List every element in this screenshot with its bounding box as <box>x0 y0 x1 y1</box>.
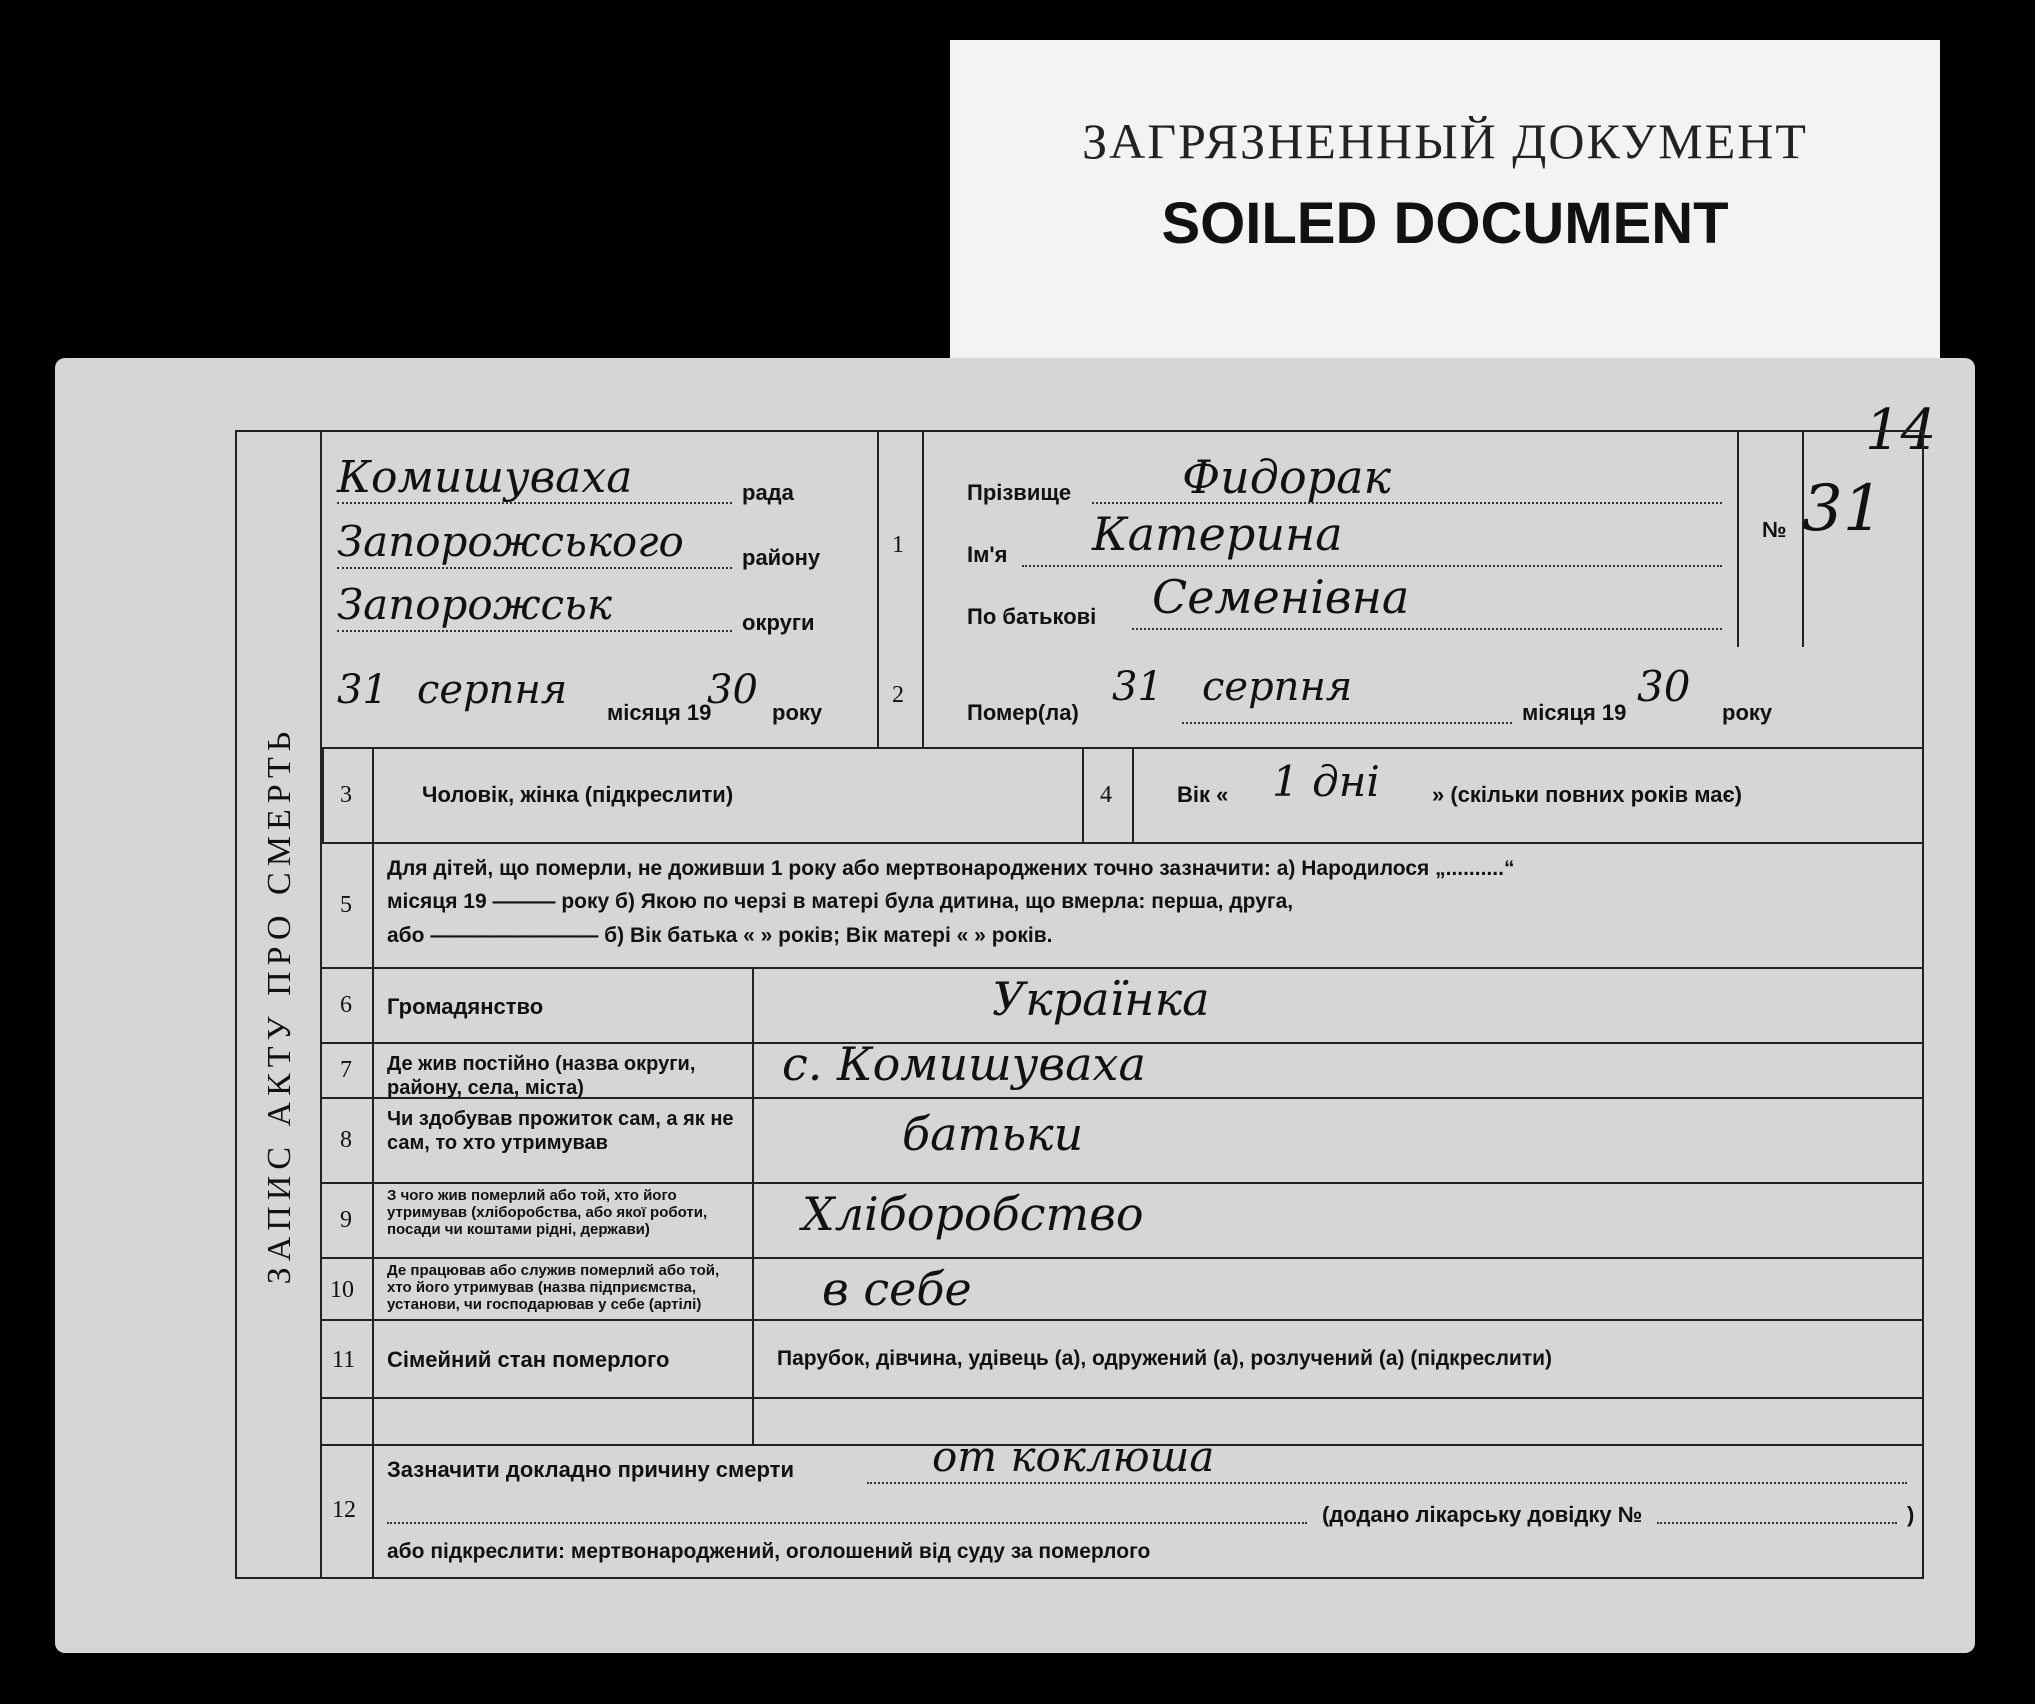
age-label-post: » (скільки повних років має) <box>1432 782 1742 807</box>
row-5-line-3: або ———————— б) Вік батька « » років; Вік матері « » років. <box>387 924 1053 947</box>
record-number-label: № <box>1762 517 1787 542</box>
died-month: серпня <box>1202 664 1353 710</box>
patronymic-value: Семенівна <box>1152 570 1410 624</box>
rada-label: рада <box>742 480 794 505</box>
row-10-value: в себе <box>822 1262 972 1316</box>
form-grid <box>320 430 1924 1579</box>
row-12-line-3: або підкреслити: мертвонароджений, оголошений від суду за померлого <box>387 1540 1151 1563</box>
side-title: ЗАПИС АКТУ ПРО СМЕРТЬ <box>260 725 298 1284</box>
died-year: 30 <box>1637 662 1691 711</box>
row-6-value: Українка <box>992 972 1210 1026</box>
row-7-number: 7 <box>340 1057 352 1083</box>
okrug-label: округи <box>742 610 815 635</box>
row-10-label: Де працював або служив померлий або той, хто його утримував (назва підприємства, установи, чи господарював у себе (артілі) <box>387 1262 720 1313</box>
row-5-line-2: місяця 19 ——— року б) Якою по черзі в матері була дитина, що вмерла: перша, друга, <box>387 890 1294 913</box>
row-3-number: 3 <box>340 782 352 808</box>
row-6-label: Громадянство <box>387 994 544 1019</box>
row-7-label: Де жив постійно (назва округи, району, села, міста) <box>387 1053 696 1099</box>
row-7-value: с. Комишуваха <box>782 1037 1146 1091</box>
sex-label: Чоловік, жінка (підкреслити) <box>422 782 734 807</box>
page-number: 14 <box>1865 398 1937 463</box>
row-12-label: Зазначити докладно причину смерти <box>387 1457 794 1482</box>
label-english: SOILED DOCUMENT <box>1161 191 1729 256</box>
row-11-value: Парубок, дівчина, удівець (а), одружений (а), розлучений (а) (підкреслити) <box>777 1347 1553 1370</box>
rada-value: Комишуваха <box>337 452 633 503</box>
raion-value: Запорожського <box>337 517 684 566</box>
surname-label: Прізвище <box>967 480 1072 505</box>
row-4-number: 4 <box>1100 782 1112 808</box>
row-1-number: 1 <box>892 532 904 558</box>
row-9-number: 9 <box>340 1207 352 1233</box>
row-5-number: 5 <box>340 892 352 918</box>
record-number-value: 31 <box>1802 472 1884 546</box>
row-5-line-1: Для дітей, що померли, не доживши 1 року або мертвонароджених точно зазначити: а) Народилося „..........“ <box>387 857 1515 880</box>
name-value: Катерина <box>1092 507 1343 561</box>
row-12-number: 12 <box>332 1497 356 1523</box>
row-12-value: от коклюша <box>932 1432 1215 1481</box>
row-8-value: батьки <box>902 1107 1084 1161</box>
registration-year-label: року <box>772 700 823 725</box>
side-title-column <box>235 430 322 1579</box>
died-month-label: місяця 19 <box>1522 700 1627 725</box>
soiled-document-label <box>950 40 1940 375</box>
name-label: Ім'я <box>967 542 1008 567</box>
age-value: 1 дні <box>1272 757 1380 806</box>
row-8-number: 8 <box>340 1127 352 1153</box>
registration-day: 31 <box>337 667 388 713</box>
row-9-label: З чого жив померлий або той, хто його утримував (хліборобства, або якої роботи, посади чи коштами рідні, держави) <box>387 1187 708 1238</box>
row-10-number: 10 <box>330 1277 354 1303</box>
row-9-value: Хліборобство <box>802 1187 1144 1241</box>
row-2-number: 2 <box>892 682 904 708</box>
registration-year: 30 <box>707 667 758 713</box>
okrug-value: Запорожськ <box>337 580 612 629</box>
row-6-number: 6 <box>340 992 352 1018</box>
age-label-pre: Вік « <box>1177 782 1229 807</box>
registration-month: серпня <box>417 667 568 713</box>
died-year-label: року <box>1722 700 1773 725</box>
row-11-number: 11 <box>332 1347 356 1373</box>
died-day: 31 <box>1112 664 1163 710</box>
label-russian: ЗАГРЯЗНЕННЫЙ ДОКУМЕНТ <box>1082 113 1808 169</box>
row-12-certificate: (додано лікарську довідку № <box>1322 1502 1643 1527</box>
row-11-label: Сімейний стан померлого <box>387 1347 670 1372</box>
died-label: Помер(ла) <box>967 700 1079 725</box>
row-12-certificate-end: ) <box>1907 1502 1915 1527</box>
patronymic-label: По батькові <box>967 604 1097 629</box>
surname-value: Фидорак <box>1182 450 1391 504</box>
raion-label: району <box>742 545 821 570</box>
registration-month-label: місяця 19 <box>607 700 712 725</box>
row-8-label: Чи здобував прожиток сам, а як не сам, то хто утримував <box>387 1108 734 1154</box>
